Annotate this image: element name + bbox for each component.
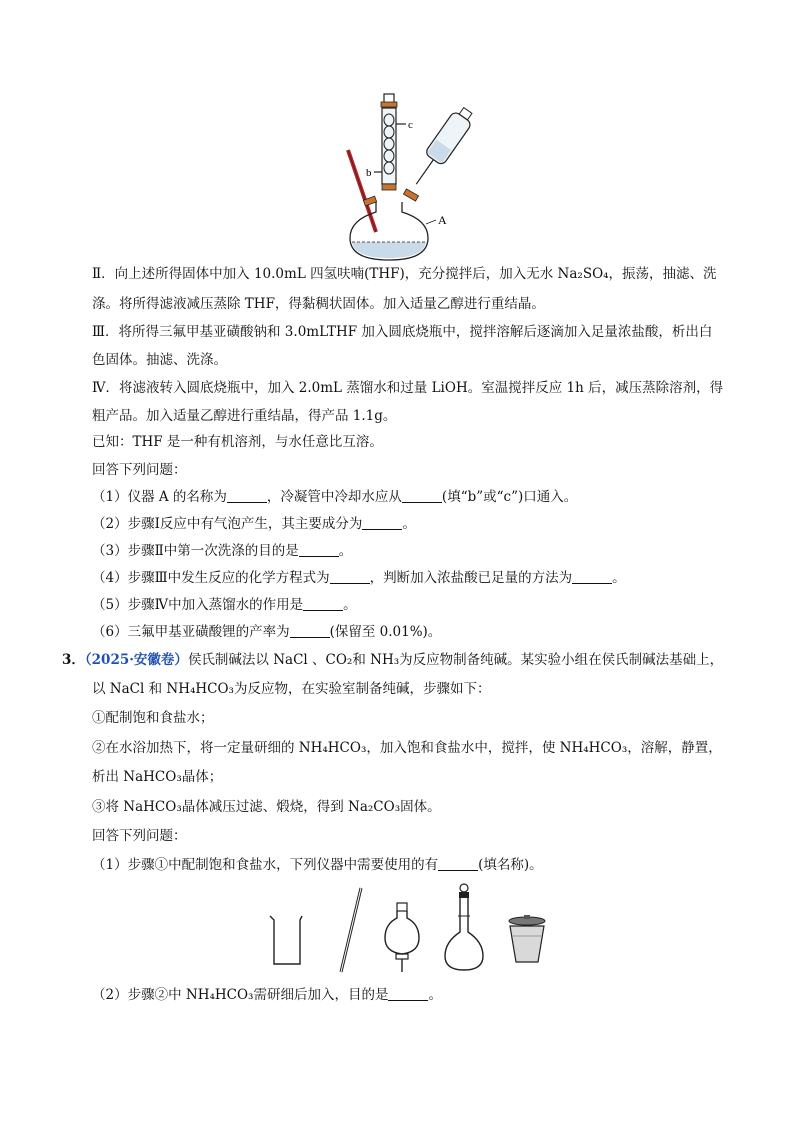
answer-blank[interactable] — [227, 489, 267, 503]
question-3: （3）步骤Ⅱ中第一次洗涤的目的是 。 — [92, 543, 353, 559]
answer-blank[interactable] — [388, 987, 428, 1001]
question-1: （1）仪器 A 的名称为 ，冷凝管中冷却水应从 (填“b”或“c”)口通入。 — [92, 489, 578, 505]
question-2: （2）步骤Ⅰ反应中有气泡产生，其主要成分为 。 — [92, 516, 416, 532]
answer-blank[interactable] — [290, 624, 330, 638]
answer-blank[interactable] — [303, 597, 343, 611]
problem3-question-2: （2）步骤②中 NH₄HCO₃需研细后加入，目的是 。 — [92, 987, 442, 1003]
problem3-question-1: （1）步骤①中配制饱和食盐水，下列仪器中需要使用的有 (填名称)。 — [92, 857, 543, 873]
answer-blank[interactable] — [330, 570, 370, 584]
answer-blank[interactable] — [299, 543, 339, 557]
step2-line1: Ⅱ．向上述所得固体中加入 10.0mL 四氢呋喃(THF)，充分搅拌后，加入无水 Na₂SO₄，振荡，抽滤、洗 — [92, 266, 717, 282]
problem3-intro-line2: 以 NaCl 和 NH₄HCO₃为反应物，在实验室制备纯碱，步骤如下： — [92, 681, 491, 697]
label-c: c — [408, 119, 413, 131]
question-4: （4）步骤Ⅲ中发生反应的化学方程式为 ，判断加入浓盐酸已足量的方法为 。 — [92, 570, 626, 586]
problem3-step2-line1: ②在水浴加热下，将一定量研细的 NH₄HCO₃，加入饱和食盐水中，搅拌，使 NH₄HCO₃，溶解，静置， — [92, 740, 722, 756]
step2-line2: 涤。将所得滤液减压蒸除 THF，得黏稠状固体。加入适量乙醇进行重结晶。 — [92, 296, 545, 312]
volumetric-flask-icon — [442, 882, 486, 974]
glass-rod-icon — [336, 886, 366, 976]
answer-blank[interactable] — [362, 516, 402, 530]
question-5: （5）步骤Ⅳ中加入蒸馏水的作用是 。 — [92, 597, 357, 613]
problem3-step3: ③将 NaHCO₃晶体减压过滤、煅烧，得到 Na₂CO₃固体。 — [92, 799, 441, 815]
answer-prompt: 回答下列问题： — [92, 462, 187, 478]
label-a: A — [438, 213, 447, 227]
answer-blank[interactable] — [402, 489, 442, 503]
problem3-step2-line2: 析出 NaHCO₃晶体； — [92, 769, 223, 785]
crucible-icon — [506, 914, 548, 966]
reaction-apparatus-diagram — [330, 92, 490, 262]
question-6: （6）三氟甲基亚磺酸锂的产率为 (保留至 0.01%)。 — [92, 624, 442, 640]
problem3-step1: ①配制饱和食盐水； — [92, 710, 214, 726]
step4-line2: 粗产品。加入适量乙醇进行重结晶，得产品 1.1g。 — [92, 408, 397, 424]
problem3-header: 3．（2025·安徽卷）侯氏制碱法以 NaCl 、CO₂和 NH₃为反应物制备纯碱。某实验小组在侯氏制碱法基础上， — [62, 652, 724, 668]
beaker-icon — [268, 912, 304, 968]
separatory-funnel-icon — [382, 902, 422, 974]
answer-blank[interactable] — [572, 570, 612, 584]
answer-blank[interactable] — [438, 857, 478, 871]
step4-line1: Ⅳ．将滤液转入圆底烧瓶中，加入 2.0mL 蒸馏水和过量 LiOH。室温搅拌反应 1h 后，减压蒸除溶剂，得 — [92, 380, 724, 396]
label-b: b — [366, 167, 372, 179]
step3-line2: 色固体。抽滤、洗涤。 — [92, 352, 227, 368]
source-tag: （2025·安徽卷） — [84, 652, 188, 668]
known-note: 已知：THF 是一种有机溶剂，与水任意比互溶。 — [92, 434, 383, 450]
problem3-answer-prompt: 回答下列问题： — [92, 828, 187, 844]
step3-line1: Ⅲ．将所得三氟甲基亚磺酸钠和 3.0mLTHF 加入圆底烧瓶中，搅拌溶解后逐滴加入足量浓盐酸，析出白 — [92, 324, 713, 340]
